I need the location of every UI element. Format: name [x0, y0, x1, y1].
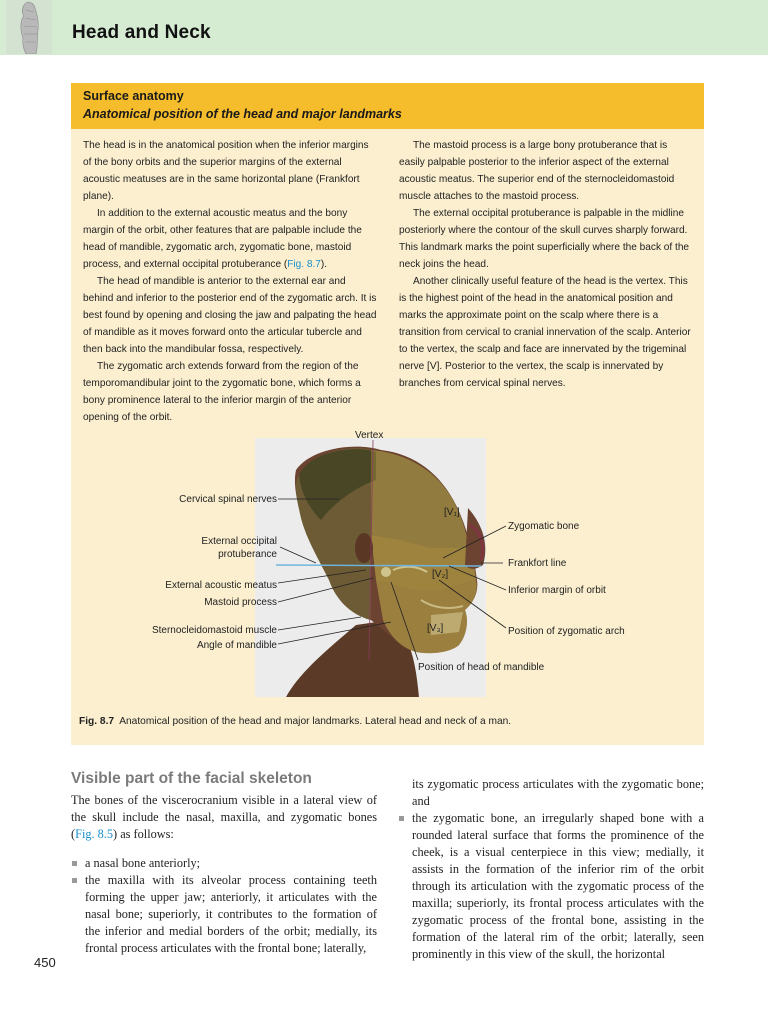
box-right-column	[399, 137, 693, 392]
box-title: Anatomical position of the head and major landmarks	[83, 107, 402, 121]
paragraph: The mastoid process is a large bony protuberance that is easily palpable posterior to the inferior aspect of the external acoustic meatus. The superior end of the sternocleidomastoid muscle attaches to the mastoid process.	[399, 140, 675, 202]
label-external-acoustic-meatus: External acoustic meatus	[165, 580, 277, 591]
page-number: 450	[34, 955, 56, 970]
figure-link[interactable]: Fig. 8.5	[75, 827, 114, 841]
label-sternocleidomastoid: Sternocleidomastoid muscle	[151, 625, 277, 636]
label-zygomatic-bone: Zygomatic bone	[508, 521, 580, 532]
leader-line	[280, 547, 316, 563]
paragraph: The zygomatic arch extends forward from the region of the temporomandibular joint to the zygomatic bone, which forms a bony prominence lateral to the inferior margin of the anterior opening of the orbit.	[83, 361, 361, 423]
label-inferior-margin-orbit: Inferior margin of orbit	[508, 585, 606, 596]
list-item-continuation: its zygomatic process articulates with the zygomatic bone; and	[412, 777, 704, 808]
label-zygomatic-arch: Position of zygomatic arch	[508, 626, 625, 637]
section-heading: Visible part of the facial skeleton	[71, 770, 312, 787]
text: The bones of the viscerocranium visible in a lateral view of the skull include the nasal, maxilla, and zygomatic bones (	[71, 793, 377, 841]
caption-text: Anatomical position of the head and major landmarks. Lateral head and neck of a man.	[119, 716, 512, 727]
label-mastoid-process: Mastoid process	[204, 597, 277, 608]
label-cervical-spinal-nerves: Cervical spinal nerves	[179, 494, 277, 505]
figure-link[interactable]: Fig. 8.7	[287, 259, 321, 270]
body-right-column	[398, 776, 704, 963]
paragraph: The head of mandible is anterior to the external ear and behind and inferior to the posterior end of the zygomatic arch. It is best found by opening and closing the jaw and palpating the head of mandible as it moves forward onto the articular tubercle and then back into the mandibular fossa, respectively.	[83, 276, 377, 355]
list-item: the zygomatic bone, an irregularly shaped bone with a rounded lateral surface that forms the prominence of the cheek, is a visual centerpiece in this view; medially, it assists in the formation of the inferior rim of the orbit through its articulation with the zygomatic process of the maxilla; superiorly, its frontal process articulates with the zygomatic process of the frontal bone, assisting in the formation of the lateral rim of the orbit; laterally, seen prominently in this view of the skull, the horizontal	[398, 810, 704, 963]
label-v1: [V₁]	[444, 507, 460, 518]
anatomy-thumbnail-icon	[6, 0, 52, 54]
list-item: the maxilla with its alveolar process containing teeth forming the upper jaw; anteriorly, it articulates with the nasal bone; superiorly, it contributes to the formation of the inferior and medial borders of the orbit; medially, its frontal process articulates with the frontal bone; laterally,	[71, 872, 377, 957]
label-protuberance: protuberance	[218, 549, 277, 560]
box-left-column	[83, 137, 377, 426]
list-item: a nasal bone anteriorly;	[71, 855, 377, 872]
figure-caption	[79, 716, 511, 727]
label-angle-of-mandible: Angle of mandible	[196, 640, 277, 651]
text: ) as follows:	[113, 827, 174, 841]
label-frankfort-line: Frankfort line	[508, 558, 567, 569]
paragraph: Another clinically useful feature of the head is the vertex. This is the highest point of the head in the anatomical position and marks the approximate point on the scalp where there is a transition from cervical to cranial innervation of the scalp. Anterior to the vertex, the scalp and face are innervated by the trigeminal nerve [V]. Posterior to the vertex, the scalp is innervated by branches from cervical spinal nerves.	[399, 276, 691, 389]
paragraph	[83, 205, 377, 273]
text: ).	[320, 259, 328, 270]
paragraph: The head is in the anatomical position when the inferior margins of the bony orbits and the superior margins of the external acoustic meatuses are in the same horizontal plane (Frankfort plane).	[83, 140, 369, 202]
leader-line	[278, 617, 361, 630]
label-v3: [V₃]	[427, 623, 444, 634]
label-vertex: Vertex	[355, 430, 384, 441]
page-title: Head and Neck	[72, 22, 211, 43]
caption-label: Fig. 8.7	[79, 716, 115, 727]
box-label: Surface anatomy	[83, 89, 184, 103]
head-landmarks-figure	[71, 420, 704, 710]
text: In addition to the external acoustic meatus and the bony margin of the orbit, other features that are palpable include the head of mandible, zygomatic arch, zygomatic bone, mastoid process, and external occipital protuberance (	[83, 208, 362, 270]
label-head-of-mandible: Position of head of mandible	[418, 662, 545, 673]
label-v2: [V₂]	[432, 569, 449, 580]
label-external-occipital: External occipital	[201, 536, 277, 547]
intro-paragraph	[71, 792, 377, 843]
body-left-column	[71, 792, 377, 957]
head-illustration	[276, 440, 485, 697]
paragraph: The external occipital protuberance is palpable in the midline posteriorly where the contour of the skull curves sharply forward. This landmark marks the point superficially where the back of the neck joins the head.	[399, 208, 690, 270]
